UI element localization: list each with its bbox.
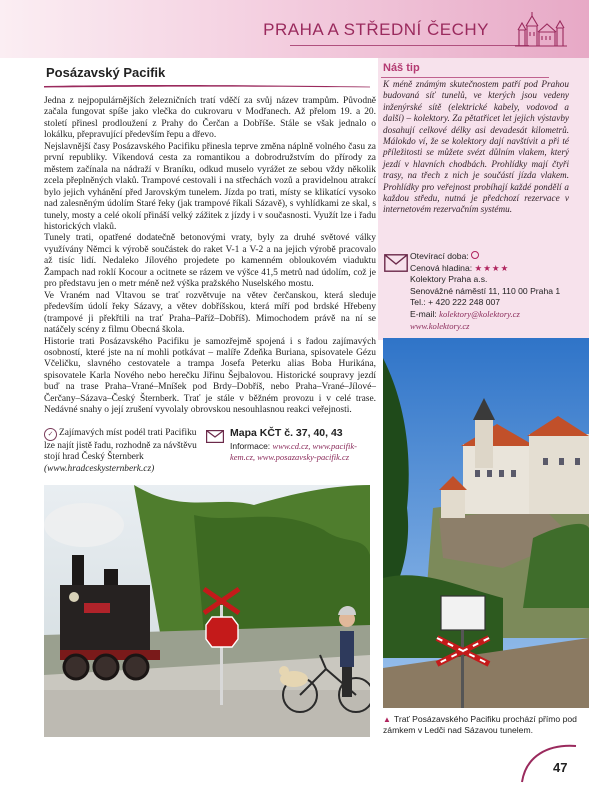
- tip-text: K méně známým skutečnostem patří pod Prahou budovaná síť tunelů, ve kterých jsou vedeny inženýrské sítě (elektrické kabely, vodovod a další) – kolektory. Za pětatřicet let jejich výstavby dosahují celkové délky asi devadesát kilometrů. Málokdo ví, že se kolektory dají navštívit a při té příležitosti se můžete svézt důlním vlakem, který jezdí v hlavních chodbách. Prohlídky mají čtyři trasy, na třech z nich je součástí jízda vlakem. Prohlídky pro veřejnost probíhají každé pondělí a každou středu, nutná je předchozí rezervace v internetovém rezervačním systému.: [383, 79, 569, 215]
- clock-icon: [471, 251, 479, 259]
- header-divider: [290, 45, 529, 46]
- section-title: PRAHA A STŘEDNÍ ČECHY: [263, 20, 489, 39]
- title-brush-divider: [44, 84, 370, 88]
- opening-hours-label: Otevírací doba:: [410, 251, 469, 261]
- company-address: Senovážné náměstí 11, 110 00 Praha 1: [410, 285, 561, 296]
- envelope-icon: [206, 430, 224, 443]
- article-body: [44, 96, 376, 417]
- photo-caption: [383, 714, 583, 736]
- tip-heading: Náš tip: [383, 62, 420, 74]
- steam-train-photo: [44, 485, 370, 737]
- company-phone: Tel.: + 420 222 248 007: [410, 297, 501, 308]
- tip-marker-icon: ✓: [44, 428, 57, 441]
- tip-note: [44, 428, 200, 475]
- tip-note-text: Zajímavých míst podél trati Pacifiku lze najít jistě řadu, rozhodně za návštěvu stojí hrad Český Šternberk: [44, 428, 197, 463]
- email-label: E-mail:: [410, 308, 437, 319]
- article-paragraph: Historie trati Posázavského Pacifiku je samozřejmě spojená i s řadou zajímavých osobností, které jste na ní mohli potkávat – malíře Zdeňka Buriana, spisovatele Gézu Včeličku, slavného cestovatele a trampa Josefa Peterku alias Boba Hurikána, spisovatele Karla Nového nebo herečku Jiřinu Šejbalovou. Historické soupravy jezdí buď na trase Praha–Vrané–Mníšek pod Brdy–Dobříš, nebo Praha–Vrané–Jílové–Čerčany–Sázava–Český Šternberk. Trať je stále v běžném provozu i v celé trase. Nedávné snahy o její zrušení vyvolaly obrovskou nesouhlasnou reakci veřejnosti.: [44, 336, 376, 416]
- article-paragraph: Tunely trati, opatřené dodatečně betonovými vraty, byly za druhé světové války využívány Němci k výrobě součástek do raket V-1 a V-2 a na jejich výrobě pracovalo až tisíc lidí. Nedaleko Jílového projedete po kamenném obloukovém viaduktu Žampach nad roklí Kocour a ocitnete se rázem ve výšce 41,5 metrů nad údolím, což je pro představu jen o metr méně než výška pražského Nuselského mostu.: [44, 233, 376, 290]
- contact-block: [410, 251, 580, 332]
- article-paragraph: Nejslavnější časy Posázavského Pacifiku přinesla teprve změna náplně volného času za první republiky. Víkendová cesta za romantikou a dobrodružstvím do přírody za městem začínala na nádraží v Braníku, odkud muselo vyrážet ze sebou vždy několik zcela přeplněných vlaků. Trampové cestovali i na střechách vozů a pravidelnou atrakcí bylo jejich vyhánění před Jarovským tunelem. Jízda po trati, místy se klikatící vysoko nad zalesněným údolím Staré řeky (jak trampové říkali Sázavě), s vyhlídkami ze skal, s tunely, mosty a celé okolí přináší velký zážitek z jízdy i v současnosti. Využít lze i řadu historických vlaků.: [44, 141, 376, 232]
- website-link[interactable]: www.kolektory.cz: [410, 320, 470, 331]
- envelope-icon: [384, 254, 408, 272]
- page-header: [0, 0, 589, 58]
- tip-divider: [381, 77, 549, 78]
- opening-hours-row: [410, 251, 580, 263]
- email-row: [410, 309, 580, 321]
- price-stars: ★★★★: [474, 262, 510, 273]
- article-paragraph: Ve Vraném nad Vltavou se trať rozvětvuje na větev čerčanskou, která sleduje především údolí řeky Sázavy, a větev dobříšskou, která míří pod brdské Hřebeny (trampové ji překřtili na trať Praha–Paříž–Dobříš). Mimochodem právě na ní se natáčely scény z filmu Obecná škola.: [44, 290, 376, 336]
- caption-text: Trať Posázavského Pacifiku prochází přímo pod zámkem v Ledči nad Sázavou tunelem.: [383, 714, 577, 735]
- castle-emblem-icon: [511, 10, 571, 50]
- email-link[interactable]: kolektory@kolektory.cz: [439, 308, 520, 319]
- company-name: Kolektory Praha a.s.: [410, 274, 488, 285]
- info-links[interactable]: www.cd.cz, www.pacifik-kem.cz, www.posazavsky-pacifik.cz: [230, 441, 357, 462]
- price-level-row: [410, 263, 580, 275]
- castle-website-link[interactable]: (www.hradceskysternberk.cz): [44, 463, 155, 474]
- article-paragraph: Jedna z nejpopulárnějších železničních tratí vděčí za svůj název trampům. Původně začala fungovat spíše jako vlečka do cukrovaru v Modřanech. Až přelom 19. a 20. století přinesl prodloužení z Prahy do Čerčan a Dobříše. Stále se však jednalo o lokálku, přepravující především řepu a dřevo.: [44, 96, 376, 141]
- article-title: Posázavský Pacifik: [46, 65, 166, 80]
- map-title: Mapa KČT č. 37, 40, 43: [230, 427, 343, 439]
- page-number: 47: [553, 760, 568, 775]
- price-level-label: Cenová hladina:: [410, 262, 473, 273]
- caption-marker-icon: ▲: [383, 715, 391, 724]
- page-number-ornament: [518, 740, 578, 786]
- castle-photo: [383, 338, 589, 708]
- info-line: [230, 441, 380, 462]
- info-label: Informace:: [230, 441, 271, 451]
